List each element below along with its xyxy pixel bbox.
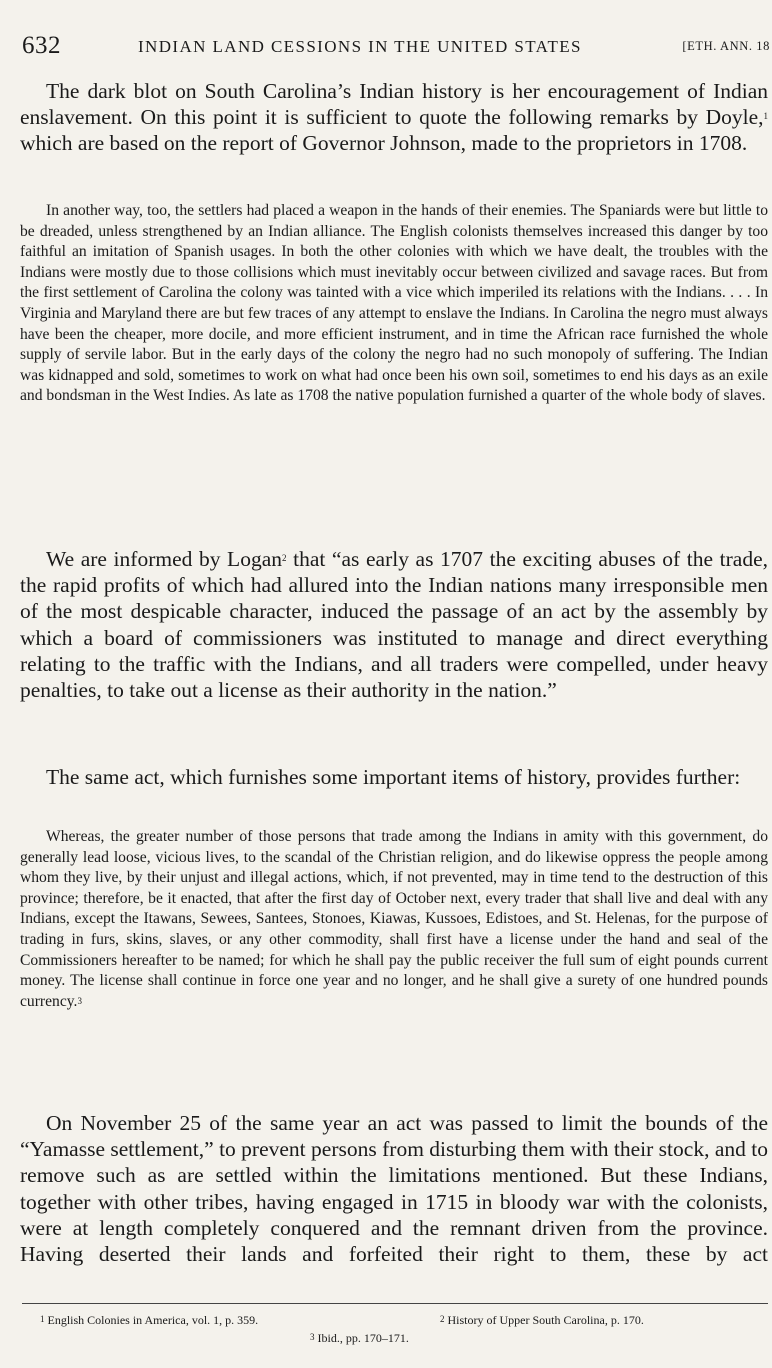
paragraph-2-text-end: that “as early as 1707 the exciting abuses of the trade, the rapid profits of which had allured into the Indian nations many irresponsible men of the most despicable character, induced the passage of an act by the assembly by which a board of commissioners was instituted to manage and direct everything relating to the traffic with the Indians, and all traders were compelled, under heavy penalties, to take out a license as their authority in the nation.” <box>20 547 769 703</box>
footnote-1 <box>40 1313 258 1328</box>
footnote-2 <box>440 1313 644 1328</box>
paragraph-3 <box>20 764 768 790</box>
paragraph-1-text: The dark blot on South Carolina’s Indian history is her encouragement of Indian enslavement. On this point it is sufficient to quote the following remarks by Doyle, <box>20 79 768 130</box>
block-quote-doyle-text: In another way, too, the settlers had placed a weapon in the hands of their enemies. The Spaniards were but little to be dreaded, unless strengthened by an Indian alliance. The English colonists themselves increased this danger by too faithful an imitation of Spanish usages. In both the other colonies with which we have dealt, the troubles with the Indians were mostly due to those collisions which must inevitably occur between civilized and savage races. But from the first settlement of Carolina the colony was tainted with a vice which imperiled its relations with the Indians. . . . In Virginia and Maryland there are but few traces of any attempt to enslave the Indians. In Carolina the negro must always have been the cheaper, more docile, and more efficient instrument, and in time the African race furnished the whole supply of servile labor. But in the early days of the colony the negro had no such monopoly of suffering. The Indian was kidnapped and sold, sometimes to work on what had once been his own soil, sometimes to end his days as an exile and bondsman in the West Indies. As late as 1708 the native population furnished a quarter of the whole body of slaves. <box>20 202 768 405</box>
footnote-ref-3: 3 <box>77 995 82 1006</box>
footnote-divider <box>22 1303 768 1304</box>
paragraph-1 <box>20 78 768 157</box>
running-title: INDIAN LAND CESSIONS IN THE UNITED STATES <box>138 37 582 56</box>
footnote-3-mark: 3 <box>310 1332 315 1342</box>
paragraph-1-text-end: which are based on the report of Governor Johnson, made to the proprietors in 1708. <box>20 131 748 156</box>
footnote-ref-1: 1 <box>763 111 768 122</box>
footnote-3 <box>310 1331 409 1346</box>
footnote-2-mark: 2 <box>440 1314 445 1324</box>
footnote-ref-2: 2 <box>282 553 287 563</box>
block-quote-act <box>20 827 768 1012</box>
footnote-3-text: Ibid., pp. 170–171. <box>317 1331 409 1345</box>
page-header <box>22 32 770 64</box>
block-quote-act-text: Whereas, the greater number of those persons that trade among the Indians in amity with this government, do generally lead loose, vicious lives, to the scandal of the Christian religion, and do likewise oppress the people among whom they live, by their unjust and illegal actions, which, if not prevented, may in time tend to the destruction of this province; therefore, be it enacted, that after the first day of October next, every trader that shall live and deal with any Indians, except the Itawans, Sewees, Santees, Stonoes, Kiawas, Kussoes, Edistoes, and St. Helenas, for the purpose of trading in furs, skins, slaves, or any other commodity, shall first have a license under the hand and seal of the Commissioners hereafter to be named; for which he shall pay the public receiver the full sum of eight pounds current money. The license shall continue in force one year and no longer, and he shall give a surety of one hundred pounds currency. <box>20 828 768 1010</box>
block-quote-doyle <box>20 201 768 407</box>
paragraph-2-text: We are informed by Logan <box>46 547 282 571</box>
page-number: 632 <box>22 32 61 59</box>
footnote-1-text: English Colonies in America, vol. 1, p. 359. <box>47 1313 259 1327</box>
paragraph-3-text: The same act, which furnishes some important items of history, provides further: <box>46 765 741 789</box>
paragraph-2 <box>20 546 768 703</box>
footnote-2-text: History of Upper South Carolina, p. 170. <box>447 1313 644 1327</box>
paragraph-4-text: On November 25 of the same year an act was passed to limit the bounds of the “Yamasse settlement,” to prevent persons from disturbing them with their stock, and to remove such as are settled within the limitations mentioned. But these Indians, together with other tribes, having engaged in 1715 in bloody war with the colonists, were at length completely conquered and the remnant driven from the province. Having deserted their lands and forfeited their right to them, these by act <box>20 1111 768 1267</box>
footnote-1-mark: 1 <box>40 1314 45 1324</box>
paragraph-4 <box>20 1110 768 1267</box>
running-right-header: [ETH. ANN. 18 <box>682 39 770 53</box>
